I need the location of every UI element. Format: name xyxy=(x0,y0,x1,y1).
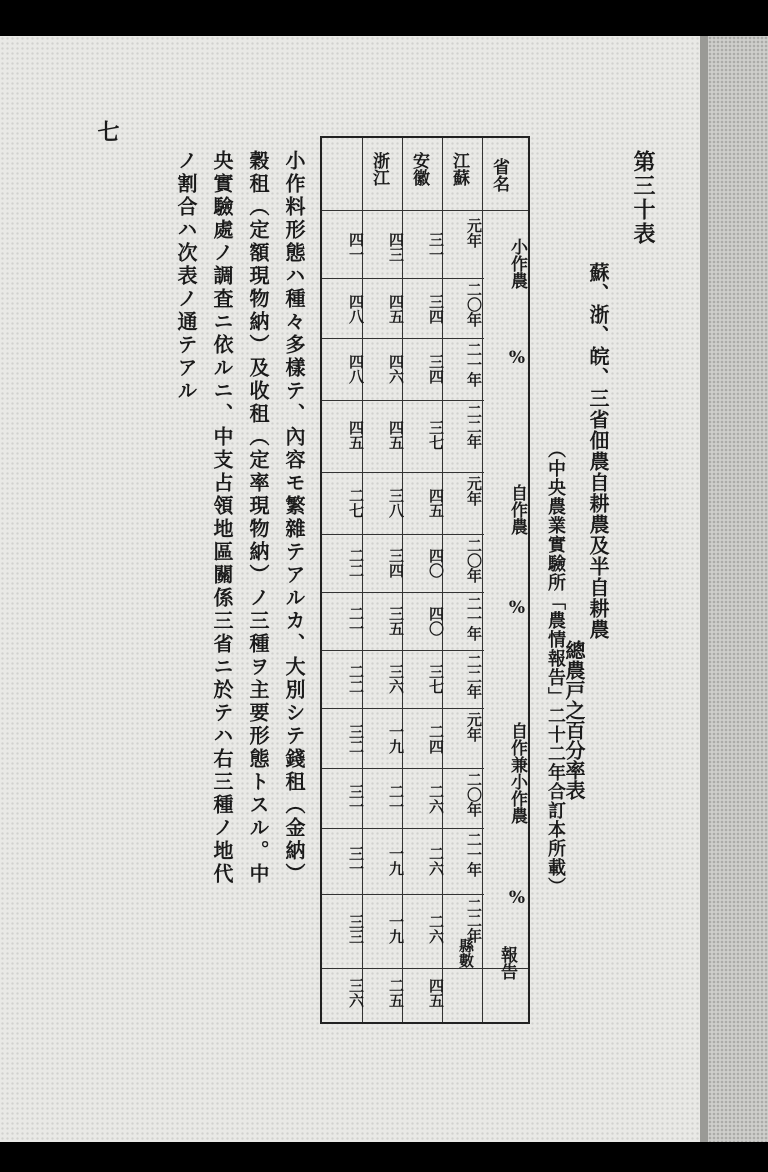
table-number: 第三十表 xyxy=(630,150,656,246)
page-mark: 七 xyxy=(94,120,120,142)
table-cell: 四八 xyxy=(347,294,365,324)
table-cell: 二六 xyxy=(427,914,445,944)
table-cell: 四〇 xyxy=(427,548,445,578)
body-text-line: 央實驗處ノ調査ニ依ルニ、中支占領地區關係三省ニ於テハ右三種ノ地代 xyxy=(210,150,234,886)
table-cell: 二四 xyxy=(427,724,445,754)
table-cell: 四五 xyxy=(347,420,365,450)
table-cell: 二六 xyxy=(427,846,445,876)
table-source: （中央農業實驗所「農情報告」二十二年合訂本所載） xyxy=(545,440,566,896)
report-cell: 三六 xyxy=(347,978,365,1008)
page-edge xyxy=(700,36,768,1142)
year-label: 二〇年 xyxy=(465,538,483,583)
table-cell: 一九 xyxy=(387,914,405,944)
table-cell: 三三 xyxy=(347,914,365,944)
year-label: 二二年 xyxy=(465,404,483,449)
scan-border-bottom xyxy=(0,1142,768,1172)
table-cell: 三二 xyxy=(347,724,365,754)
year-label: 元年 xyxy=(465,712,483,742)
group-label: 自作兼小作農 xyxy=(507,722,527,824)
table-cell: 四五 xyxy=(387,420,405,450)
table-cell: 二七 xyxy=(347,488,365,518)
table-cell: 二一 xyxy=(387,784,405,814)
group-label: 小作農 xyxy=(507,238,527,289)
table-cell: 三七 xyxy=(427,420,445,450)
group-unit: % xyxy=(507,348,527,368)
table-cell: 二六 xyxy=(427,784,445,814)
report-cell: 二五 xyxy=(387,978,405,1008)
province-name: 江蘇 xyxy=(449,152,469,186)
scan-border-top xyxy=(0,0,768,36)
table-title: 蘇、浙、皖、三省佃農自耕農及半自耕農 xyxy=(586,262,610,640)
table-cell: 三一 xyxy=(347,846,365,876)
year-label: 二〇年 xyxy=(465,282,483,327)
table-cell: 四五 xyxy=(387,294,405,324)
table-cell: 一九 xyxy=(387,724,405,754)
year-label: 二一年 xyxy=(465,596,483,641)
table-cell: 三四 xyxy=(427,294,445,324)
table-cell: 一九 xyxy=(387,846,405,876)
table-cell: 四五 xyxy=(427,488,445,518)
table-cell: 三四 xyxy=(427,354,445,384)
table-cell: 四三 xyxy=(387,232,405,262)
province-name: 安徽 xyxy=(409,152,429,186)
table-cell: 三六 xyxy=(387,664,405,694)
report-header: 報告 xyxy=(497,946,517,980)
table-cell: 三一 xyxy=(347,784,365,814)
year-label: 二二年 xyxy=(465,898,483,943)
table-cell: 二二 xyxy=(347,664,365,694)
data-table xyxy=(320,136,530,1024)
table-cell: 四〇 xyxy=(427,606,445,636)
table-cell: 四六 xyxy=(387,354,405,384)
table-cell: 四八 xyxy=(347,354,365,384)
group-label: 自作農 xyxy=(507,484,527,535)
year-label: 二〇年 xyxy=(465,772,483,817)
year-label: 元年 xyxy=(465,218,483,248)
year-label: 二一年 xyxy=(465,832,483,877)
year-label: 元年 xyxy=(465,476,483,506)
province-name: 浙江 xyxy=(369,152,389,186)
body-text-line: 小作料形態ハ種々多樣テ、內容モ繁雜テアルカ、大別シテ錢租（金納） xyxy=(282,150,306,886)
group-unit: % xyxy=(507,598,527,618)
group-unit: % xyxy=(507,888,527,908)
year-label: 二一年 xyxy=(465,342,483,387)
table-cell: 二一 xyxy=(347,606,365,636)
table-cell: 三七 xyxy=(427,664,445,694)
table-cell: 二二 xyxy=(347,548,365,578)
body-text-line: 穀租（定額現物納）及收租（定率現物納）ノ三種ヲ主要形態トスル。中 xyxy=(246,150,270,886)
year-label: 二二年 xyxy=(465,654,483,699)
table-title-continued: 總農戸之百分率表 xyxy=(562,640,586,800)
table-cell: 三五 xyxy=(387,606,405,636)
body-text-line: ノ割合ハ次表ノ通テアル xyxy=(174,150,198,403)
table-cell: 三八 xyxy=(387,488,405,518)
report-subheader: 縣數 xyxy=(457,938,475,968)
table-cell: 三四 xyxy=(387,548,405,578)
table-cell: 三一 xyxy=(427,232,445,262)
table-cell: 四一 xyxy=(347,232,365,262)
province-header: 省名 xyxy=(489,158,509,192)
report-cell: 四五 xyxy=(427,978,445,1008)
